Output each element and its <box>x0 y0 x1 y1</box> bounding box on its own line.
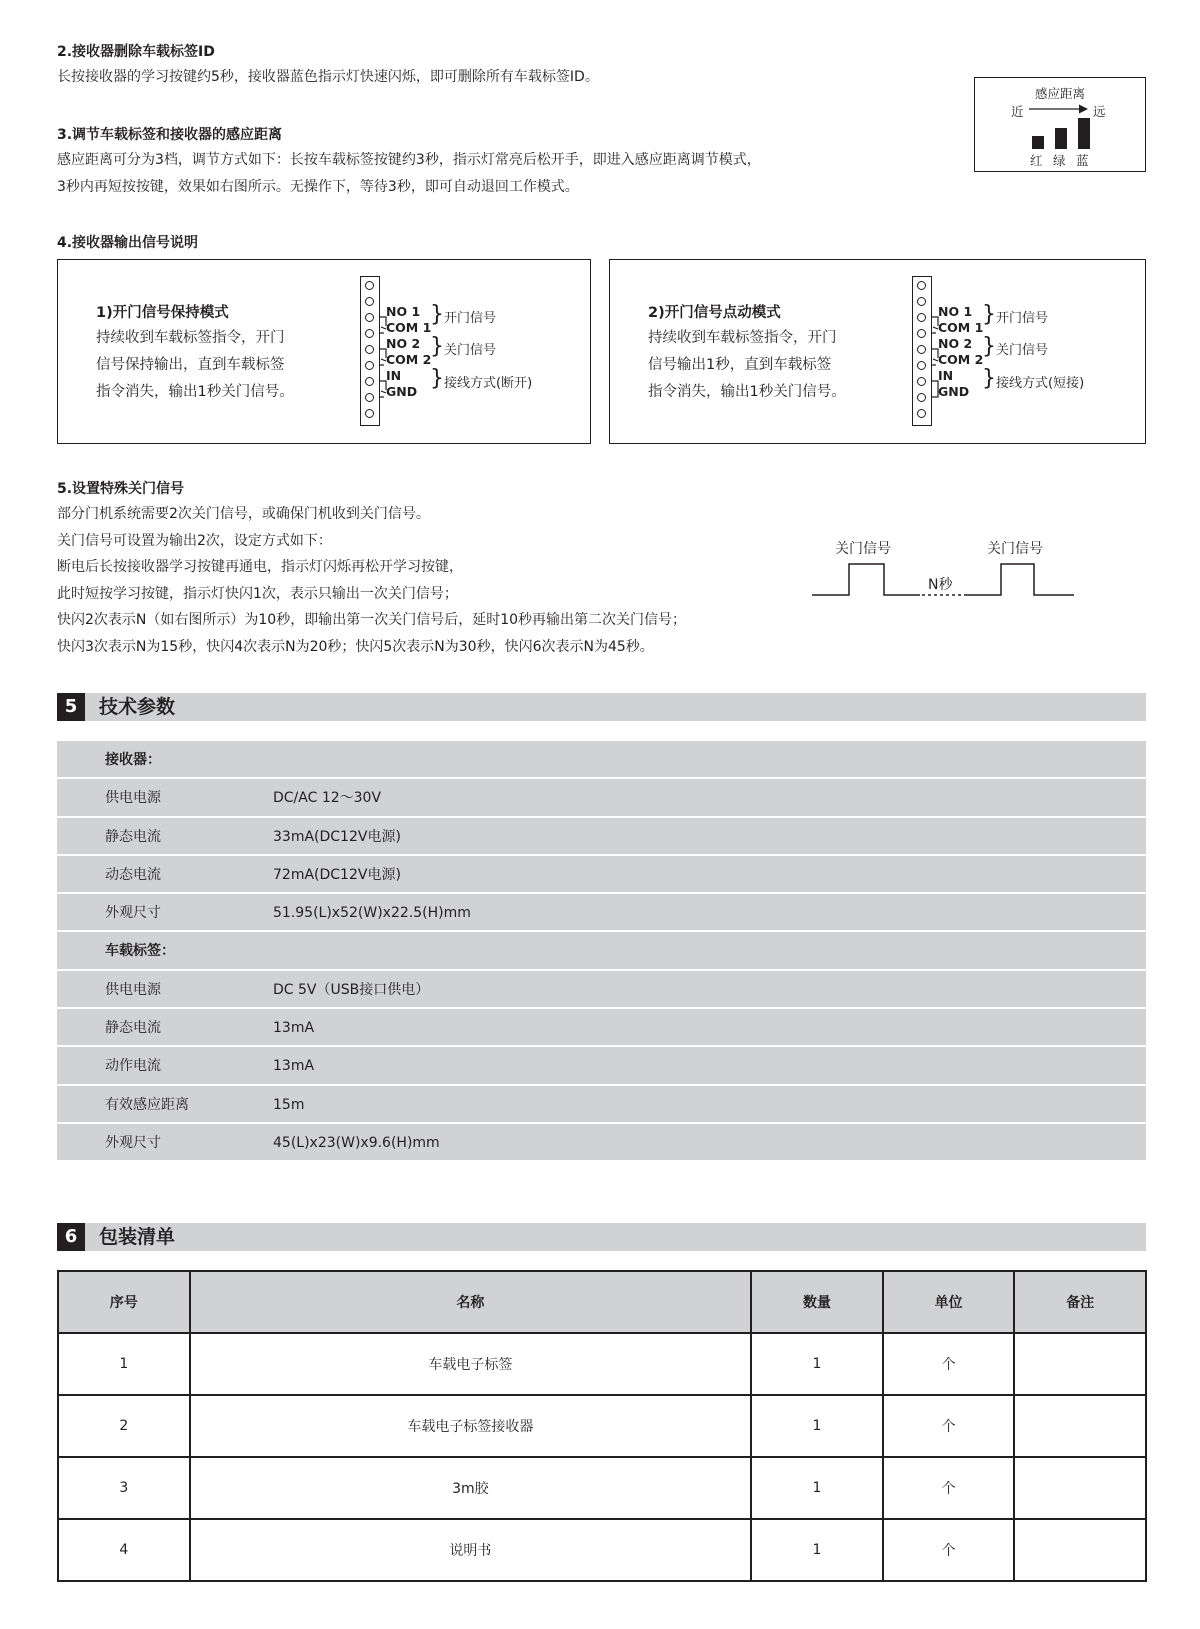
spec-section-number: 5 <box>57 693 85 721</box>
section-5-line-6: 快闪3次表示N为15秒，快闪4次表示N为20秒；快闪5次表示N为30秒，快闪6次表示N为45秒。 <box>57 638 654 655</box>
mode-2-in: IN <box>938 368 954 383</box>
pack-cell: 1 <box>751 1333 883 1395</box>
section-2-text: 长按接收器的学习按键约5秒，接收器蓝色指示灯快速闪烁，即可删除所有车载标签ID。 <box>57 69 599 85</box>
mode-1-line-1: 持续收到车载标签指令，开门 <box>96 330 285 346</box>
spec-row <box>57 1086 1146 1124</box>
section-5-line-4: 此时短按学习按键，指示灯快闪1次，表示只输出一次关门信号； <box>57 585 458 602</box>
pack-section-title: 包装清单 <box>99 1226 176 1248</box>
spec-key: 静态电流 <box>105 828 161 845</box>
red-label: 红 <box>1030 153 1043 168</box>
level-bar-1 <box>1032 136 1044 149</box>
blue-label: 蓝 <box>1076 153 1089 168</box>
pulse-label-1: 关门信号 <box>835 541 891 557</box>
spec-value: DC 5V（USB接口供电） <box>273 981 430 998</box>
pulse-label-2: 关门信号 <box>987 541 1043 557</box>
green-label: 绿 <box>1053 153 1066 168</box>
mode-2-line-2: 信号输出1秒，直到车载标签 <box>648 357 832 373</box>
spec-row <box>57 1124 1146 1162</box>
mode-1-description <box>96 325 294 406</box>
pack-cell: 个 <box>883 1519 1015 1581</box>
pack-header-cell: 备注 <box>1014 1271 1146 1333</box>
section-5-heading: 5.设置特殊关门信号 <box>57 481 185 497</box>
pack-cell: 1 <box>751 1457 883 1519</box>
distance-title: 感应距离 <box>1034 86 1085 101</box>
spec-row <box>57 1047 1146 1085</box>
spec-key: 供电电源 <box>105 790 161 807</box>
pack-cell: 3m胶 <box>190 1457 752 1519</box>
pack-cell: 1 <box>58 1333 190 1395</box>
mode-1-com1: COM 1 <box>386 320 432 335</box>
mode-2-open-signal: 开门信号 <box>996 311 1049 326</box>
pack-cell <box>1014 1519 1146 1581</box>
mode-2-no1: NO 1 <box>938 304 973 319</box>
pack-cell: 3 <box>58 1457 190 1519</box>
section-4-heading: 4.接收器输出信号说明 <box>57 235 199 251</box>
section-5-text <box>57 501 686 660</box>
mode-1-line-3: 指令消失，输出1秒关门信号。 <box>96 384 294 400</box>
far-label: 远 <box>1093 104 1106 119</box>
mode-2-line-1: 持续收到车载标签指令，开门 <box>648 330 837 346</box>
mode-1-no2: NO 2 <box>386 336 421 351</box>
spec-row <box>57 856 1146 894</box>
spec-key: 外观尺寸 <box>105 905 161 922</box>
mode-2-no2: NO 2 <box>938 336 973 351</box>
mode-1-gnd: GND <box>386 384 418 399</box>
pulse-gap-label: N秒 <box>928 577 953 593</box>
section-3-line-1: 感应距离可分为3档，调节方式如下：长按车载标签按键约3秒，指示灯常亮后松开手，即进入感应距离调节模式， <box>57 152 761 168</box>
spec-value: 13mA <box>273 1020 315 1037</box>
spec-value: DC/AC 12～30V <box>273 790 382 807</box>
pack-table <box>57 1270 1147 1582</box>
pack-cell <box>1014 1395 1146 1457</box>
spec-value: 45(L)x23(W)x9.6(H)mm <box>273 1134 440 1151</box>
spec-section-title: 技术参数 <box>99 696 176 718</box>
level-bar-3 <box>1078 118 1090 149</box>
section-3-heading: 3.调节车载标签和接收器的感应距离 <box>57 127 283 143</box>
near-label: 近 <box>1011 104 1024 119</box>
spec-table <box>57 741 1146 1162</box>
pack-section-number: 6 <box>57 1223 85 1251</box>
pack-row <box>58 1519 1146 1581</box>
section-5-line-2: 关门信号可设置为输出2次，设定方式如下： <box>57 532 332 549</box>
pack-row <box>58 1395 1146 1457</box>
distance-figure <box>974 77 1146 172</box>
pack-cell: 车载电子标签接收器 <box>190 1395 752 1457</box>
mode-2-com1: COM 1 <box>938 320 984 335</box>
pack-cell <box>1014 1457 1146 1519</box>
mode-2-title: 2)开门信号点动模式 <box>648 305 781 321</box>
pack-header-cell: 单位 <box>883 1271 1015 1333</box>
mode-1-title: 1)开门信号保持模式 <box>96 305 229 321</box>
pack-header-cell: 数量 <box>751 1271 883 1333</box>
section-3-text <box>57 147 761 200</box>
spec-row <box>57 1009 1146 1047</box>
pack-row <box>58 1333 1146 1395</box>
distance-arrow-icon <box>1029 102 1089 116</box>
section-5-line-5: 快闪2次表示N（如右图所示）为10秒，即输出第一次关门信号后，延时10秒再输出第二次关门信号； <box>57 612 687 628</box>
spec-value: 72mA(DC12V电源) <box>273 866 401 883</box>
spec-row <box>57 971 1146 1009</box>
mode-2-wiring: 接线方式(短接) <box>996 376 1085 391</box>
mode-2-com2: COM 2 <box>938 352 984 367</box>
spec-value: 51.95(L)x52(W)x22.5(H)mm <box>273 905 471 922</box>
mode-2-line-3: 指令消失，输出1秒关门信号。 <box>648 384 846 400</box>
section-5-line-1: 部分门机系统需要2次关门信号，或确保门机收到关门信号。 <box>57 506 430 522</box>
section-2-heading: 2.接收器删除车载标签ID <box>57 44 215 60</box>
section-3-line-2: 3秒内再短按按键，效果如右图所示。无操作下，等待3秒，即可自动退回工作模式。 <box>57 178 579 195</box>
spec-key: 动态电流 <box>105 866 161 883</box>
section-5-line-3: 断电后长按接收器学习按键再通电，指示灯闪烁再松开学习按键， <box>57 559 463 575</box>
spec-key: 接收器： <box>105 752 161 768</box>
mode-1-com2: COM 2 <box>386 352 432 367</box>
spec-key: 有效感应距离 <box>105 1096 189 1113</box>
spec-group-row <box>57 741 1146 779</box>
pack-cell: 个 <box>883 1395 1015 1457</box>
mode-2-description <box>648 325 846 406</box>
mode-1-open-signal: 开门信号 <box>444 311 497 326</box>
spec-group-row <box>57 932 1146 970</box>
pack-cell: 说明书 <box>190 1519 752 1581</box>
pack-cell: 1 <box>751 1395 883 1457</box>
mode-1-close-signal: 关门信号 <box>444 343 497 358</box>
pack-header-cell: 名称 <box>190 1271 752 1333</box>
mode-1-line-2: 信号保持输出，直到车载标签 <box>96 357 285 373</box>
mode-1-in: IN <box>386 368 402 383</box>
spec-key: 车载标签： <box>105 943 175 960</box>
pack-row <box>58 1457 1146 1519</box>
pack-cell: 个 <box>883 1457 1015 1519</box>
pack-cell: 4 <box>58 1519 190 1581</box>
pack-cell: 车载电子标签 <box>190 1333 752 1395</box>
spec-row <box>57 818 1146 856</box>
mode-2-gnd: GND <box>938 384 970 399</box>
pack-cell <box>1014 1333 1146 1395</box>
pack-header-cell: 序号 <box>58 1271 190 1333</box>
spec-row <box>57 894 1146 932</box>
spec-value: 15m <box>273 1096 305 1113</box>
spec-key: 供电电源 <box>105 981 161 998</box>
mode-2-close-signal: 关门信号 <box>996 343 1049 358</box>
spec-value: 33mA(DC12V电源) <box>273 828 401 845</box>
spec-value: 13mA <box>273 1058 315 1075</box>
mode-2-box: 2)开门信号点动模式 持续收到车载标签指令，开门 信号输出1秒，直到车载标签 指令消失，输出1秒关门信号。 NO 1 COM 1 NO 2 COM 2 IN GND } } } 开门信号 关门信号 接线方式(短接) <box>609 259 1146 444</box>
pack-section-bar <box>57 1223 1146 1251</box>
pack-cell: 1 <box>751 1519 883 1581</box>
mode-1-no1: NO 1 <box>386 304 421 319</box>
spec-row <box>57 779 1146 817</box>
pack-cell: 个 <box>883 1333 1015 1395</box>
pack-cell: 2 <box>58 1395 190 1457</box>
terminal-block-2 <box>912 276 932 426</box>
mode-1-box: 1)开门信号保持模式 持续收到车载标签指令，开门 信号保持输出，直到车载标签 指令消失，输出1秒关门信号。 NO 1 COM 1 NO 2 COM 2 IN GND } } } 开门信号 关门信号 接线方式(断开) <box>57 259 591 444</box>
mode-1-wiring: 接线方式(断开) <box>444 376 533 391</box>
spec-section-bar <box>57 693 1146 721</box>
spec-key: 动作电流 <box>105 1058 161 1075</box>
level-bar-2 <box>1055 128 1067 149</box>
terminal-block-1 <box>360 276 380 426</box>
spec-key: 静态电流 <box>105 1020 161 1037</box>
pulse-diagram <box>812 530 1082 605</box>
spec-key: 外观尺寸 <box>105 1134 161 1151</box>
